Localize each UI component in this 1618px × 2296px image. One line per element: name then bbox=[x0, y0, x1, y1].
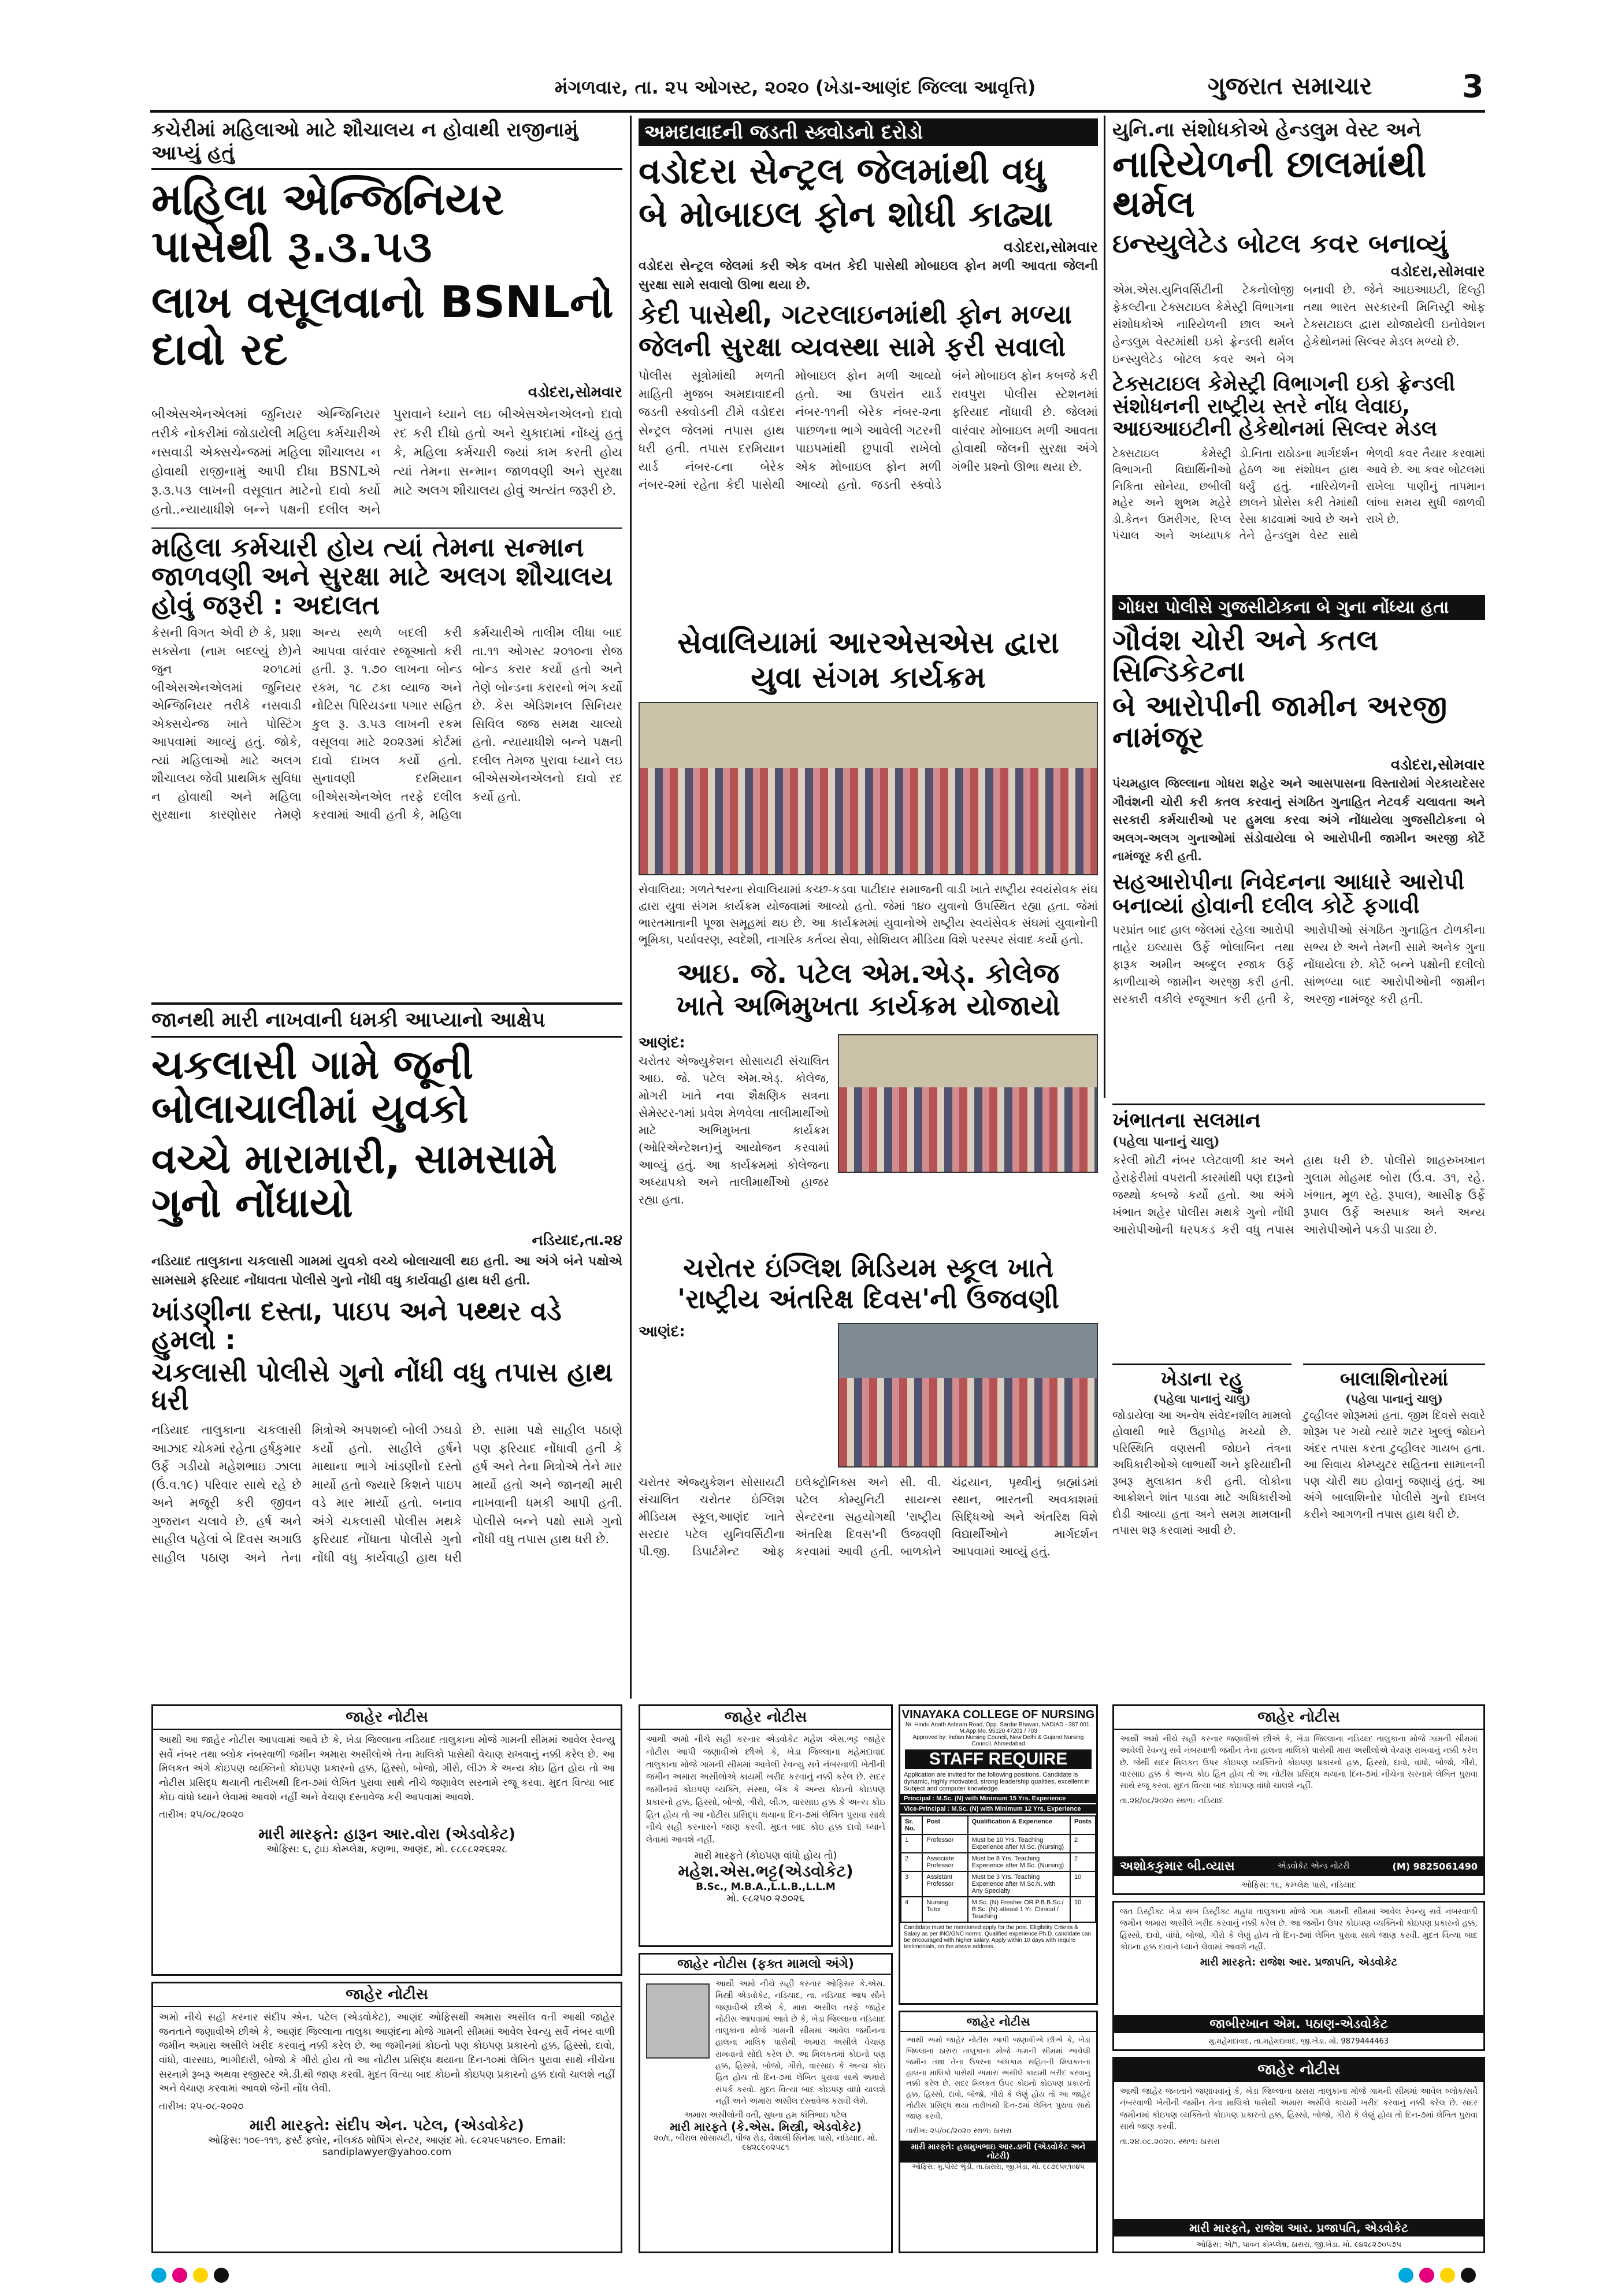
article-body: ટેક્સટાઇલ કેમેસ્ટ્રી વિભાગની વિદ્યાર્થિનીઓ નિકિતા સોનેયા, છબીલી મહેર અને શુભમ મહેરે ડો.કેતન ઉમરીગર, રિપ્લ પંચાલ અને અધ્યાપક ડો.નિતા રાઠોડના માર્ગદર્શન હેઠળ આ સંશોધન હાથ ધર્યું હતું. નારિયેળની છાલને પ્રોસેસ કરી તેમાંથી રેસા કાઢવામાં આવે છે અને તેને હેન્ડલુમ વેસ્ટ સાથે ભેળવી કવર તૈયાર કરવામાં આવે છે. આ કવર બોટલમાં રાખેલા પાણીનું તાપમાન લાંબા સમય સુધી જાળવી રાખે છે. bbox=[1112, 447, 1485, 543]
cell: Professor bbox=[922, 1834, 967, 1853]
registration-mark bbox=[151, 2268, 166, 2283]
subheadline: કેદી પાસેથી, ગટરલાઇનમાંથી ફોન મળ્યા bbox=[639, 298, 1073, 330]
staff-table bbox=[900, 1815, 1096, 1923]
table-row bbox=[901, 1853, 1096, 1871]
kicker: ગોધરા પોલીસે ગુજસીટોકના બે ગુના નોંધ્યા હતા bbox=[1112, 595, 1485, 620]
notice-signer: મહેશ.એસ.ભટ્ટ(એડવોકેટ) bbox=[678, 1861, 853, 1881]
section-rule bbox=[151, 1002, 622, 1005]
registration-mark bbox=[193, 2268, 208, 2283]
notice-body: અમો નીચે સહી કરનાર સંદીપ એન. પટેલ (એડવોકેટ), આણંદ ઓફિસથી અમારા અસીલ વતી આથી જાહેર જનતાને જણાવીએ છીએ કે, આણંદ જિલ્લાના તાલુકા આણંદના મોજે ગામની સીમમાં આવેલ રેવન્યુ સર્વે નંબર વાળી જમીન અમારા અસીલે ખરીદ કરવાનું નક્કી કરેલ છે. આ જમીનમાં કોઇનો પણ કોઇપણ પ્રકારનો હક્ક, હિસ્સો, દાવો, વાંધો, વારસાઇ, ભાગીદારી, બોજો કે ગીરો હોય તો આ નોટીસ પ્રસિદ્ધ થયાના દિન-૧૦માં લેખિત પુરાવા સાથે નીચેના સરનામે રૂબરૂ અથવા રજીસ્ટર એ.ડી.થી જાણ કરવી. મુદત વિત્યા બાદ કોઇનો કોઇપણ પ્રકારનો હક્ક દાવો ચાલશે નહીં અને વેચાણ કરવામાં આવશે જેની નોંધ લેવી. bbox=[159, 2012, 615, 2095]
article-body: ચરોતર એજ્યુકેશન સોસાયટી સંચાલિત આઇ. જે. પટેલ એમ.એડ્. કોલેજ, મોગરી ખાતે નવા શૈક્ષણિક સત્રના સેમેસ્ટર-૧માં પ્રવેશ મેળવેલા તાલીમાર્થીઓ માટે અભિમુખતા કાર્યક્રમ (ઓરિએન્ટેશન)નું આયોજન કરવામાં આવ્યું હતું. આ કાર્યક્રમમાં કોલેજના અધ્યાપકો અને તાલીમાર્થીઓ હાજર રહ્યા હતા. bbox=[639, 1054, 829, 1206]
registration-mark bbox=[1461, 2268, 1476, 2283]
subheadline: સહઆરોપીના નિવેદનના આધારે આરોપી બનાવ્યાં હોવાની દલીલ કોર્ટે ફગાવી bbox=[1112, 868, 1464, 918]
continued-title: બાલાશિનોરમાં bbox=[1339, 1368, 1449, 1391]
notice-address: ઓફિસ: ૧૦૯-૧૧૧, ફર્સ્ટ ફ્લોર, નીલકંઠ શોપિંગ સેન્ટર, આણંદ મો. ૯૮૨૫૯૫૪૧૯૦. Email: sandiplawyer@yahoo.com bbox=[207, 2135, 566, 2158]
article-body: ચરોતર એજ્યુકેશન સોસાયટી સંચાલિત ચરોતર ઇંગ્લિશ મીડિયમ સ્કૂલ,આણંદ ખાતે સરદાર પટેલ યુનિવર્સિટીના પી.જી. ડિપાર્ટમેન્ટ ઓફ ઇલેક્ટ્રોનિક્સ અને સી. વી. પટેલ કોમ્યુનિટી સાયન્સ સેન્ટરના સહયોગથી 'રાષ્ટ્રીય અંતરિક્ષ દિવસ'ની ઉજવણી કરવામાં આવી હતી. બાળકોને ચંદ્રયાન, પૃથ્વીનું બ્રહ્માંડમાં સ્થાન, ભારતની અવકાશમાં સિદ્ધિઓ અને અંતરિક્ષ વિશે વિદ્યાર્થીઓને માર્ગદર્શન આપવામાં આવ્યું હતું. bbox=[639, 1475, 1098, 1558]
cell: 2 bbox=[1070, 1853, 1096, 1871]
notice-date: તા.૨૪/૦૮/૨૦૨૦ સ્થળ: નડિયાદ bbox=[1120, 1796, 1224, 1806]
notice-body: જત ડિસ્ટ્રીક્ટ ખેડા સબ ડિસ્ટ્રીક્ટ મહુધા તાલુકાના મોજે ગામ ગામની સીમમાં આવેલ રેવન્યુ સર્વે નંબરવાળી જમીન અમારા અસીલે ખરીદ કરવાનું નક્કી કરેલ છે. આ જમીન ઉપર કોઇપણ વ્યક્તિનો કોઇપણ પ્રકારનો હક્ક, હિસ્સો, દાવો, વાંધો, બોજો, ગીરો કે લેણું હોય તો દિન-૭માં લેખિત પુરાવા સાથે જાણ કરવી. મુદત વિત્યા બાદ કોઇના હક્ક દાવાને ધ્યાને લેવામાં આવશે નહીં. bbox=[1120, 1907, 1478, 1952]
notice-title: જાહેર નોટીસ (ફક્ત મામલો અંગે) bbox=[640, 1955, 891, 1975]
notice-signer: મારી મારફતે: હસમુખભાઇ આર.ડાભી (એડવોકેટ અને નોટરી) bbox=[900, 2141, 1096, 2163]
headline: બે આરોપીની જામીન અરજી નામંજૂર bbox=[1112, 689, 1448, 754]
registration-mark bbox=[172, 2268, 187, 2283]
subheadline: ખાંડણીના દસ્તા, પાઇપ અને પથ્થર વડે હુમલો : bbox=[151, 1295, 562, 1356]
cell: M.Sc. (N) Fresher OR P.B.B.Sc./ B.Sc. (N) atleast 1 Yr. Clinical / Teaching bbox=[968, 1897, 1070, 1922]
table-row bbox=[901, 1834, 1096, 1853]
article-intro: નડિયાદ તાલુકાના ચકલાસી ગામમાં યુવકો વચ્ચે બોલાચાલી થઇ હતી. આ અંગે બંને પક્ષોએ સામસામે ફરિયાદ નોંધાવતા પોલીસે ગુનો નોંધી વધુ કાર્યવાહી હાથ ધરી હતી. bbox=[151, 1254, 622, 1288]
notice-degree: B.Sc., M.B.A.,L.L.B.,L.L.M bbox=[696, 1881, 836, 1893]
notice-date: તા.૨૪.૦૮.૨૦૨૦. સ્થળ: ઠાસરા bbox=[1120, 2137, 1220, 2147]
notice-title: જાહેર નોટીસ bbox=[1114, 2059, 1483, 2082]
dateline: નડિયાદ,તા.૨૪ bbox=[532, 1232, 622, 1250]
notice-address: ઓફિસ: મુ.પોસ્ટ ભુંડી, તા.ઠાસરા, જી.ખેડા, મો. ૯૮૭૯૫૬૧૦૪૫ bbox=[912, 2162, 1085, 2171]
cell: 4 bbox=[901, 1897, 922, 1922]
notice-body: આથી જાહેર જનતાને જણાવવાનું કે, ખેડા જિલ્લાના ઠાસરા તાલુકાના મોજે ગામની સીમમાં આવેલ બ્લોક/સર્વે નંબરવાળી ખેતીની જમીન તેના માલિકો પાસેથી અમારા અસીલે કાયમી ખરીદ કરવાનું નક્કી કરેલ છે. સદર જમીનમાં કોઇપણ વ્યક્તિનો કોઇપણ પ્રકારનો હક્ક, હિસ્સો, બોજો, ગીરો કે લેણું હોય તો દિન-૭માં લેખિત પુરાવા સાથે જાણ કરવી. bbox=[1120, 2087, 1478, 2131]
headline: બે મોબાઇલ ફોન શોધી કાઢ્યા bbox=[639, 192, 1053, 235]
cell: Assistant Professor bbox=[922, 1871, 967, 1897]
continued-label: (પહેલા પાનાનું ચાલુ) bbox=[1345, 1391, 1443, 1406]
table-row bbox=[901, 1897, 1096, 1922]
headline: ચરોતર ઇંગ્લિશ મિડિયમ સ્કૂલ ખાતે bbox=[683, 1252, 1053, 1283]
notice-signer: અશોકકુમાર બી.વ્યાસ bbox=[1120, 1859, 1235, 1874]
col-header: Posts bbox=[1070, 1816, 1096, 1834]
notice-signer: મારી મારફતે: હારૂન આર.વોરા (એડવોકેટ) bbox=[258, 1825, 515, 1843]
public-notice bbox=[899, 2011, 1098, 2253]
continued-kheda-story bbox=[1112, 1364, 1292, 1700]
column-divider bbox=[630, 116, 632, 1699]
notice-signer-bar bbox=[1114, 1856, 1483, 1876]
staff-required-ad bbox=[899, 1704, 1098, 2005]
notice-title: જાહેર નોટીસ bbox=[640, 1706, 891, 1730]
notice-date: તારીખ: ૨૫-૦૮-૨૦૨૦ bbox=[159, 2100, 244, 2112]
notice-title: જાહેર નોટીસ bbox=[1114, 1706, 1483, 1730]
story-gauvansh bbox=[1112, 595, 1485, 1098]
registration-mark bbox=[1398, 2268, 1413, 2283]
dateline: વડોદરા,સોમવાર bbox=[1390, 756, 1485, 774]
story-jail bbox=[639, 118, 1098, 621]
table-row bbox=[901, 1871, 1096, 1897]
cell: 2 bbox=[1070, 1834, 1096, 1853]
article-body: પરપ્રાંત બાદ હાલ જેલમાં રહેલા આરોપી તાહેર ઇલ્યાસ ઉર્ફે ભોલાબિન તથા ફારૂક અમીન અબ્દુલ રજાક ઉર્ફે કાળીયાએ જામીન અરજી કરી હતી. સરકારી વકીલે રજૂઆત કરી હતી કે, આરોપીઓ સંગઠિત ગુનાહિત ટોળકીના સભ્ય છે અને તેમની સામે અનેક ગુના નોંધાયેલા છે. કોર્ટે બન્ને પક્ષોની દલીલો સાંભળ્યા બાદ આરોપીઓની જામીન અરજી નામંજૂર કરી હતી. bbox=[1112, 922, 1485, 1006]
notice-signer-left: અમારા અસીલોની વતી, સુધના હમ કાંતિભાઇ પટેલ bbox=[684, 2111, 847, 2120]
column-divider bbox=[1104, 116, 1105, 1098]
notice-title: જાહેર નોટીસ bbox=[153, 1706, 621, 1730]
continued-title: ખંભાતના સલમાન bbox=[1112, 1109, 1261, 1132]
headline: આઇ. જે. પટેલ એમ.એડ્. કોલેજ bbox=[677, 957, 1060, 990]
headline: ખાતે અભિમુખતા કાર્યક્રમ યોજાયો bbox=[676, 989, 1060, 1022]
headline: સેવાલિયામાં આરએસએસ દ્વારા bbox=[677, 626, 1059, 660]
public-notice bbox=[1112, 2057, 1485, 2253]
paper-name: ગુજરાત સમાચાર bbox=[1208, 72, 1372, 100]
article-body: પંચમહાલ જિલ્લાના ગોધરા શહેર અને આસપાસના વિસ્તારોમાં ગેરકાયદેસર ગૌવંશની ચોરી કરી કતલ કરવાનું સંગઠિત ગુનાહિત નેટવર્ક ચલાવતા અને સરકારી કર્મચારીઓ પર હુમલા કરવા અંગે નોંધાયેલા ગુજસીટોકના બે અલગ-અલગ ગુનાઓમાં સંડોવાયેલા બે આરોપીની જામીન અરજી કોર્ટે નામંજૂર કરી હતી. bbox=[1112, 776, 1485, 863]
continued-label: (પહેલા પાનાનું ચાલુ) bbox=[1153, 1391, 1251, 1406]
col-header: Sr. No. bbox=[901, 1816, 922, 1834]
cell: Must be 10 Yrs. Teaching Experience after M.Sc. (Nursing) bbox=[968, 1834, 1070, 1853]
notice-degree: એડવોકેટ એન્ડ નોટરી bbox=[1277, 1862, 1350, 1871]
continued-label: (પહેલા પાનાનું ચાલુ) bbox=[1112, 1134, 1220, 1149]
headline: ચકલાસી ગામે જૂની બોલાચાલીમાં યુવકો bbox=[151, 1041, 474, 1132]
story-rss bbox=[639, 627, 1098, 950]
headline: ઇન્સ્યુલેટેડ બોટલ કવર બનાવ્યું bbox=[1112, 228, 1448, 259]
notice-title: જાહેર નોટીસ bbox=[153, 1983, 621, 2007]
staff-heading: STAFF REQUIRE bbox=[905, 1749, 1092, 1769]
subheadline: ટેક્સટાઇલ કેમેસ્ટ્રી વિભાગની ઇકો ફ્રેન્ડલી સંશોધનની રાષ્ટ્રીય સ્તરે નોંધ લેવાઇ, આઇઆઇટીની હેકેથોનમાં સિલ્વર મેડલ bbox=[1112, 371, 1456, 441]
photo-caption: સેવાલિયા: ગળતેશ્વરના સેવાલિયામાં કચ્છ-કડવા પાટીદાર સમાજની વાડી ખાતે રાષ્ટ્રીય સ્વયંસેવક સંઘ દ્વારા યુવા સંગમ કાર્યક્રમ યોજવામાં આવ્યો હતો. જેમાં ૧૪૦ યુવાનો ઉપસ્થિત રહ્યા હતા. જેમાં ભારતમાતાની પૂજા સમૂહમાં થઇ છે. આ કાર્યક્રમમાં યુવાનોએ રાષ્ટ્રીય સ્વયંસેવક સંઘમાં યુવાનોની ભૂમિકા, પર્યાવરણ, સ્વદેશી, નાગરિક કર્તવ્ય સેવા, સોશિયલ મીડિયા વિશે પરસ્પર સંવાદ કર્યો હતો. bbox=[639, 882, 1098, 946]
college-approval: Approved by: Indian Nursing Council, New Delhi & Gujarat Nursing Council, Ahmedabad bbox=[912, 1734, 1084, 1747]
masthead-rule bbox=[150, 110, 1485, 113]
subheadline: મહિલા કર્મચારી હોય ત્યાં તેમના સન્માન જાળવણી અને સુરક્ષા માટે અલગ શૌચાલય હોવું જરૂરી : અદાલત bbox=[151, 527, 622, 619]
kicker: યુનિ.ના સંશોધકોએ હેન્ડલુમ વેસ્ટ અને bbox=[1112, 118, 1422, 142]
article-body: પોલીસ સૂત્રોમાંથી મળતી માહિતી મુજબ અમદાવાદની જડતી સ્ક્વોડની ટીમે વડોદરા સેન્ટ્રલ જેલમાં તપાસ હાથ ધરી હતી. તપાસ દરમિયાન યાર્ડ નંબર-૮ના બેરેક નંબર-૨માં રહેતા કેદી પાસેથી મોબાઇલ ફોન મળી આવ્યો હતો. આ ઉપરાંત યાર્ડ નંબર-૧૧ની બેરેક નંબર-૨ના પાછળના ભાગે આવેલી ગટરની પાઇપમાંથી છુપાવી રાખેલો એક મોબાઇલ ફોન મળી આવ્યો હતો. જડતી સ્ક્વોડે બંને મોબાઇલ ફોન કબજે કરી રાવપુરા પોલીસ સ્ટેશનમાં ફરિયાદ નોંધાવી છે. જેલમાં વારંવાર મોબાઇલ મળી આવતા હોવાથી જેલની સુરક્ષા અંગે ગંભીર પ્રશ્નો ઊભા થયા છે. bbox=[639, 369, 1098, 492]
article-body: જોડાયેલા આ અન્વેષ સંવેદનશીલ મામલો હોવાથી ભારે ઉહાપોહ મચ્યો છે. પરિસ્થિતિ વણસતી જોઇને તંત્રના અધિકારીઓએ લાભાર્થી અને ફરિયાદીની રૂબરૂ મુલાકાત કરી હતી. લોકોના આક્રોશને શાંત પાડવા માટે અધિકારીઓ દોડી આવ્યા હતા અને સમગ્ર મામલાની તપાસ શરૂ કરવામાં આવી છે. bbox=[1112, 1409, 1292, 1537]
headline: 'રાષ્ટ્રીય અંતરિક્ષ દિવસ'ની ઉજવણી bbox=[677, 1283, 1059, 1314]
dateline: આણંદ: bbox=[639, 1323, 685, 1340]
notice-address: ઓફિસ: ૧૬, કમ્પ્લેક્ષ પાસે, નડિયાદ bbox=[1241, 1881, 1356, 1890]
notice-phone: મો. ૯૮૨૫૦ ૨૭૦૨૬ bbox=[726, 1892, 805, 1904]
subheadline: ચકલાસી પોલીસે ગુનો નોંધી વધુ તપાસ હાથ ધરી bbox=[151, 1356, 613, 1417]
college-name: VINAYAKA COLLEGE OF NURSING bbox=[901, 1708, 1095, 1721]
notice-body: આથી આ જાહેર નોટીસ આપવામાં આવે છે કે, ખેડા જિલ્લાના નડિયાદ તાલુકાના મોજે ગામની સીમમાં આવેલ રેવન્યુ સર્વે નંબર તથા બ્લોક નંબરવાળી જમીન અમારા અસીલોએ તેના માલિકો પાસેથી વેચાણ રાખવાનું નક્કી કરેલ છે. આ મિલકત અંગે કોઇપણ વ્યક્તિનો કોઇપણ પ્રકારનો હક્ક, હિસ્સો, બોજો, ગીરો, લીઝ કે અન્ય કોઇ હિત હોય તો આ નોટીસ પ્રસિદ્ધ થયાની તારીખથી દિન-૭માં લેખિત પુરાવા સાથે નીચે જણાવેલ સરનામે રજૂ કરવા. મુદત વિત્યા બાદ કોઇ વાંધો ધ્યાને લેવામાં આવશે નહીં અને વેચાણ દસ્તાવેજ કરી આપવામાં આવશે. bbox=[159, 1734, 615, 1803]
date-edition: મંગળવાર, તા. ૨૫ ઓગસ્ટ, ૨૦૨૦ (ખેડા-આણંદ જિલ્લા આવૃત્તિ) bbox=[555, 76, 1036, 98]
kicker: જાનથી મારી નાખવાની ધમકી આપ્યાનો આક્ષેપ bbox=[151, 1008, 622, 1038]
headline: લાખ વસૂલવાનો BSNLનો દાવો રદ bbox=[151, 276, 614, 376]
notice-signer: મારી મારફતે, રાજેશ આર. પ્રજાપતિ, એડવોકેટ bbox=[1114, 2219, 1483, 2236]
headline: મહિલા એન્જિનિયર પાસેથી રૂ.૩.૫૩ bbox=[151, 173, 504, 273]
article-body: કેસની વિગત એવી છે કે, પ્રશા સક્સેના (નામ બદલ્યું છે)ને જુન ૨૦૧૮માં બીએસએનએલમાં જુનિયર એન્જિનિયર તરીકે નસવાડી એક્સચેન્જ ખાતે પોસ્ટિંગ આપવામાં આવ્યું હતું. જોકે, ત્યાં મહિલાઓ માટે અલગ શૌચાલય જેવી પ્રાથમિક સુવિધા ન હોવાથી અને મહિલા સુરક્ષાના કારણોસર તેમણે અન્ય સ્થળે બદલી કરી આપવા વારંવાર રજૂઆતો કરી હતી. રૂ. ૧.૭૦ લાખના બોન્ડ રકમ, ૧૮ ટકા વ્યાજ અને નોટિસ પિરિયડના પગાર સહિત કુલ રૂ. ૩.૫૩ લાખની રકમ વસૂલવા માટે ૨૦૨૩માં કોર્ટમાં દાવો દાખલ કર્યો હતો. સુનાવણી દરમિયાન બીએસએનએલ તરફે દલીલ કરવામાં આવી હતી કે, મહિલા કર્મચારીએ તાલીમ લીધા બાદ તા.૧૧ ઓગસ્ટ ૨૦૧૦ના રોજ બોન્ડ કરાર કર્યો હતો અને તેણે બોન્ડના કરારનો ભંગ કર્યો છે. કેસ એડિશનલ સિનિયર સિવિલ જજ સમક્ષ ચાલ્યો હતો. ન્યાયાધીશે બન્ને પક્ષની દલીલ તેમજ પુરાવા ધ્યાને લઇ બીએસએનએલનો દાવો રદ કર્યો હતો. bbox=[151, 626, 622, 822]
cell: 3 bbox=[901, 1871, 922, 1897]
public-notice bbox=[151, 1982, 622, 2253]
continued-title: ખેડાના રહુ bbox=[1160, 1368, 1244, 1391]
continued-balasinor-story bbox=[1303, 1364, 1485, 1700]
notice-address: મુ.મહેમદાવાદ, તા.મહેમદાવાદ, જી.ખેડા. મો. 9879444463 bbox=[1208, 2037, 1389, 2046]
col-header: Qualification & Experience bbox=[968, 1816, 1070, 1834]
headline: વડોદરા સેન્ટ્રલ જેલમાંથી વધુ bbox=[639, 150, 1046, 192]
college-address: Nr. Hindu Anath Ashram Road, Opp. Sardar Bhavan, NADIAD - 387 001. M.App.Mo. 95120 47201 / 703 bbox=[905, 1722, 1092, 1734]
notice-title: જાહેર નોટીસ bbox=[900, 2012, 1096, 2032]
article-body: એમ.એસ.યુનિવર્સિટીની ટેકનોલોજી ફેકલ્ટીના ટેક્સટાઇલ કેમેસ્ટ્રી વિભાગના સંશોધકોએ નારિયેળની છાલ અને હેન્ડલુમ વેસ્ટમાંથી ઇકો ફ્રેન્ડલી થર્મલ ઇન્સ્યુલેટેડ બોટલ કવર અને બેગ બનાવી છે. જેને આઇઆઇટી, દિલ્હી તથા ભારત સરકારની મિનિસ્ટ્રી ઓફ ટેક્સટાઇલ દ્વારા યોજાયેલી ઇનોવેશન હેકેથોનમાં સિલ્વર મેડલ મળ્યો છે. bbox=[1112, 282, 1485, 366]
notice-date: તારીખ: ૨૫/૦૮/૨૦૨૦ bbox=[159, 1809, 244, 1821]
public-notice bbox=[1112, 1901, 1485, 2051]
story-bottle-cover bbox=[1112, 118, 1485, 592]
public-notice bbox=[639, 1953, 893, 2253]
public-notice bbox=[151, 1704, 622, 1976]
registration-mark bbox=[214, 2268, 229, 2283]
cell: 10 bbox=[1070, 1871, 1096, 1897]
vice-principal-requirement: Vice-Principal : M.Sc. (N) with Minimum 12 Yrs. Experience bbox=[900, 1804, 1096, 1814]
cell: Nursing Tutor bbox=[922, 1897, 967, 1922]
dateline: વડોદરા,સોમવાર bbox=[1390, 262, 1485, 280]
notice-address: ઓફિસ: એ/૧, પાવન કોમ્પ્લેક્ષ, ઠાસરા, જી.ખેડા. મો. ૯૪૨૮૨૭૦૫૭૫ bbox=[1196, 2241, 1402, 2249]
public-notice bbox=[1112, 1704, 1485, 1895]
story-med-college bbox=[639, 959, 1098, 1260]
headline: યુવા સંગમ કાર્યક્રમ bbox=[751, 660, 986, 696]
dateline: વડોદરા,સોમવાર bbox=[1003, 238, 1098, 256]
event-photo bbox=[639, 702, 1098, 875]
notice-address: ૨૦/૬, બીરાલ સોસાયટી, પીજ રોડ, વૈશાલી સિનેમા પાસે, નડિયાદ. મો. ૯૪૨૮૯૦૨૫૮૧ bbox=[654, 2134, 878, 2153]
notice-signer: મારી મારફતે: સંદીપ એન. પટેલ, (એડવોકેટ) bbox=[249, 2117, 524, 2135]
notice-signer: મારી મારફતે: રાજેશ આર. પ્રજાપતિ, એડવોકેટ bbox=[1200, 1956, 1398, 1969]
notice-banner: જાબીરખાન એમ. પઠાણ-એડવોકેટ bbox=[1114, 2015, 1483, 2033]
col-header: Post bbox=[922, 1816, 967, 1834]
notice-body: આથી અમો નીચે સહી કરનાર જણાવીએ છીએ કે, ખેડા જિલ્લાના નડિયાદ તાલુકાના મોજે ગામની સીમમાં આવેલી રેવન્યુ સર્વે નંબરવાળી જમીન તેના હાલના માલિકો પાસેથી મારા અસીલોએ વેચાણ રાખવાનું નક્કી કરેલ છે. જેથી સદર મિલકત ઉપર કોઇપણ વ્યક્તિનો કોઇપણ પ્રકારનો હક્ક, હિસ્સો, દાવો, વાંધો, બોજો, ગીરો, વારસાઇ હક્ક કે અન્ય કોઇ હિત હોય તો આ નોટીસ પ્રસિદ્ધ થયાના દિન-૭માં નીચેના સરનામે લેખિત પુરાવા સાથે રજૂ કરવા. મુદત વિત્યા બાદ કોઇપણ વાંધો ચાલશે નહીં. bbox=[1120, 1734, 1478, 1791]
notice-phone: (M) 9825061490 bbox=[1392, 1860, 1478, 1872]
advocate-photo bbox=[646, 1983, 710, 2059]
headline: નારિયેળની છાલમાંથી થર્મલ bbox=[1112, 143, 1427, 226]
kicker: કચેરીમાં મહિલાઓ માટે શૌચાલય ન હોવાથી રાજીનામું આપ્યું હતું bbox=[151, 118, 622, 170]
dateline: વડોદરા,સોમવાર bbox=[528, 384, 622, 402]
headline: વચ્ચે મારામારી, સામસામે ગુનો નોંધાયો bbox=[151, 1135, 557, 1227]
college-photo bbox=[838, 1034, 1098, 1173]
notice-body: આથી અમો નીચે સહી કરનાર એડવોકેટ મહેશ એસ.ભટ્ટ જાહેર નોટીસ આપી જણાવીએ છીએ કે, ખેડા જિલ્લાના મહેમદાવાદ તાલુકાના મોજે ગામની સીમમાં આવેલી રેવન્યુ સર્વે નંબરવાળી ખેતીની જમીન અમારા અસીલોએ કાયમી ખરીદ કરવાનું નક્કી કરેલ છે. સદર જમીનમાં કોઇપણ વ્યક્તિ, સંસ્થા, બેંક કે અન્ય કોઇનો કોઇપણ પ્રકારનો હક્ક, હિસ્સો, બોજો, ગીરો, લીઝ, વારસાઇ હક્ક કે અન્ય કોઇ હિત હોય તો આ નોટીસ પ્રસિદ્ધ થયાના દિન-૭માં લેખિત પુરાવા સાથે નીચે સહી કરનારને જાણ કરવી. મુદત બાદ કોઇ હક્ક દાવો ધ્યાને લેવામાં આવશે નહીં. bbox=[646, 1734, 885, 1845]
story-space-day bbox=[639, 1254, 1098, 1629]
article-lead: વડોદરા સેન્ટ્રલ જેલમાં કરી એક વખત કેદી પાસેથી મોબાઇલ ફોન મળી આવતા જેલની સુરક્ષા સામે સવાલો ઊભા થયા છે. bbox=[639, 258, 1098, 292]
notice-signer: મારી મારફતે (કે.એસ. મિસ્ત્રી, એડવોકેટ) bbox=[670, 2120, 862, 2134]
subheadline: જેલની સુરક્ષા વ્યવસ્થા સામે ફરી સવાલો bbox=[639, 330, 1066, 362]
cell: 2 bbox=[901, 1853, 922, 1871]
cell: 1 bbox=[901, 1834, 922, 1853]
headline: ગૌવંશ ચોરી અને કતલ સિન્ડિકેટના bbox=[1112, 623, 1379, 688]
principal-requirement: Principal : M.Sc. (N) with Minimum 15 Yrs. Experience bbox=[900, 1794, 1096, 1803]
notice-body: આથી અમો નીચે સહી કરનાર ઓફિસર કે.એસ. મિસ્ત્રી એડવોકેટ, નડિયાદ, તા. નડિયાદ આપ સૌને જણાવીએ છીએ કે, મારા અસીલ તરફે જાહેર નોટીસ આપવામાં આવે છે કે, ખેડા જિલ્લાના નડિયાદ તાલુકાના મોજે ગામની સીમમાં આવેલ જમીનના હાલના માલિક પાસેથી અમારા અસીલે વેચાણ રાખવાનો સોદો કરેલ છે. આ મિલકતમાં કોઇનો પણ હક્ક, હિસ્સો, બોજો, ગીરો, વારસાઇ કે અન્ય કોઇ હિત હોય તો દિન-૭માં લેખિત પુરાવા સાથે અમારો સંપર્ક કરવો. મુદત વિત્યા બાદ કોઇપણ વાંધો ચાલશે નહીં અને અમારા અસીલ દસ્તાવેજ કરાવી લેશે. bbox=[715, 1979, 885, 2106]
cell: Must be 3 Yrs. Teaching Experience after M.Sc.N. with Any Specialty bbox=[968, 1871, 1070, 1897]
kicker: અમદાવાદની જડતી સ્ક્વોડનો દરોડો bbox=[639, 118, 1098, 146]
notice-address: ઓફિસ: ૬, ટ્રાઇ કોમ્પ્લેક્ષ, કણભા, આણંદ, મો. ૯૮૯૮૨૨૬૨૨૮ bbox=[266, 1843, 507, 1855]
article-body: ટુવ્હીલર શોરૂમમાં હતા. જીમ દિવસે સવારે શોરૂમ પર ગયો ત્યારે શટર ખુલ્લું જોઇને અંદર તપાસ કરતા ટુવ્હીલર ગાયબ હતા. આ સિવાય કોમ્પ્યુટર સહિતના સામાનની પણ ચોરી થઇ હોવાનું જણાયું હતું. આ અંગે બાલાશિનોર પોલીસે ગુનો દાખલ કરીને આગળની તપાસ હાથ ધરી છે. bbox=[1303, 1409, 1485, 1521]
article-body: નડિયાદ તાલુકાના ચકલાસી આઝાદ ચોકમાં રહેતા હર્ષકુમાર ઉર્ફે ગડીયો મહેશભાઇ ઝાલા (ઉં.વ.૧૯) પરિવાર સાથે રહે છે અને મજૂરી કરી જીવન ગુજરાન ચલાવે છે. હર્ષ અને સાહીલ પહેલાં બે દિવસ અગાઉ સાહીલ પઠાણ અને તેના મિત્રોએ અપશબ્દો બોલી ઝઘડો કર્યો હતો. સાહીલે હર્ષને માથાના ભાગે ખાંડણીનો દસ્તો માર્યો હતો જ્યારે કિશને પાઇપ વડે માર માર્યો હતો. બનાવ અંગે ચકલાસી પોલીસ મથકે ફરિયાદ નોંધાતા પોલીસે ગુનો નોંધી વધુ કાર્યવાહી હાથ ધરી છે. સામા પક્ષે સાહીલ પઠાણે પણ ફરિયાદ નોંધાવી હતી કે હર્ષ અને તેના મિત્રોએ તેને માર માર્યો હતો અને જાનથી મારી નાખવાની ધમકી આપી હતી. પોલીસે બન્ને પક્ષો સામે ગુનો નોંધી વધુ તપાસ હાથ ધરી છે. bbox=[151, 1423, 622, 1565]
article-body: બીએસએનએલમાં જુનિયર એન્જિનિયર તરીકે નોકરીમાં જોડાયેલી મહિલા કર્મચારીએ નસવાડી એક્સચેન્જમાં મહિલા શૌચાલય ન હોવાથી રાજીનામું આપી દીધા BSNLએ રૂ.૩.૫૩ લાખની વસૂલાત માટેનો દાવો કર્યો હતો..ન્યાયાધીશે બન્ને પક્ષની દલીલ અને પુરાવાને ધ્યાને લઇ બીએસએનએલનો દાવો રદ કરી દીધો હતો અને ચુકાદામાં નોંધ્યું હતું કે, મહિલા કર્મચારી જ્યાં કામ કરતી હોય ત્યાં તેમના સન્માન જાળવણી અને સુરક્ષા માટે અલગ શૌચાલય હોવું અત્યંત જરૂરી છે. bbox=[151, 407, 622, 518]
article-body: કરેલી મોટી નંબર પ્લેટવાળી કાર અને હેરાફેરીમાં વપરાતી કારમાંથી પણ દારૂનો જથ્થો કબજે કર્યો હતો. આ અંગે ખંભાત શહેર પોલીસ મથકે ગુનો નોંધી આરોપીઓની ધરપકડ કરી વધુ તપાસ હાથ ધરી છે. પોલીસે શાહરુખખાન ગુલામ મોહમદ બોરા (ઉં.વ. ૩૧, રહે. ખંભાત, મૂળ રહે. રૂપાલ), આસીફ ઉર્ફે રૂપાલ ઉર્ફે અસ્પાક અને અન્ય આરોપીઓને પકડી પાડ્યા છે. bbox=[1112, 1153, 1485, 1236]
continued-khambhat bbox=[1112, 1104, 1485, 1365]
dateline: આણંદ: bbox=[639, 1034, 685, 1052]
notice-body: આથી અમો જાહેર નોટીસ આપી જણાવીએ છીએ કે, ખેડા જિલ્લાના ઠાસરા તાલુકાના મોજે ગામની સીમમાં આવેલી જમીન તથા તેના ઉપરના બાંધકામ સહિતની મિલકતના હાલના માલિકો પાસેથી અમારા અસીલે કાયમી ખરીદ કરવાનું નક્કી કરેલ છે. સદર મિલકત ઉપર કોઇનો કોઇપણ પ્રકારનો હક્ક, હિસ્સો, દાવો, બોજો, ગીરો કે લેણું હોય તો આ જાહેર નોટીસ પ્રસિદ્ધ થયા તારીખથી દિન-૭માં લેખિત પુરાવા સાથે જાણ કરવી. bbox=[906, 2036, 1090, 2121]
staff-intro: Application are invited for the following positions. Candidate is dynamic, highly motivated, strong leadership qualities, excellent in Subject and computer knowledge. bbox=[904, 1771, 1090, 1792]
page-number: 3 bbox=[1462, 68, 1484, 105]
registration-mark bbox=[1440, 2268, 1455, 2283]
public-notice bbox=[639, 1704, 893, 1947]
cell: Must be 8 Yrs. Teaching Experience after M.Sc. (Nursing) bbox=[968, 1853, 1070, 1871]
story-chaklasi bbox=[151, 1008, 622, 1696]
notice-signer-prefix: મારી મારફતે (કોઇપણ વાંધો હોય તો) bbox=[694, 1849, 837, 1862]
staff-footer: Candidate must be mentioned apply for the post. Eligibility Criteria & Salary as per INC/GNC norms. Qualified experience Ph.D. candidate can be encouraged with higher salary. Apply within 10 days with require testimonials, on the above address. bbox=[904, 1925, 1092, 1950]
cell: 10 bbox=[1070, 1897, 1096, 1922]
registration-mark bbox=[1419, 2268, 1434, 2283]
cell: Associate Professor bbox=[922, 1853, 967, 1871]
story-bsnl bbox=[151, 118, 622, 898]
masthead bbox=[150, 68, 1485, 109]
notice-date: તારીખ: ૨૫/૦૮/૨૦૨૦ સ્થળ: ઠાસરા bbox=[906, 2126, 1012, 2135]
